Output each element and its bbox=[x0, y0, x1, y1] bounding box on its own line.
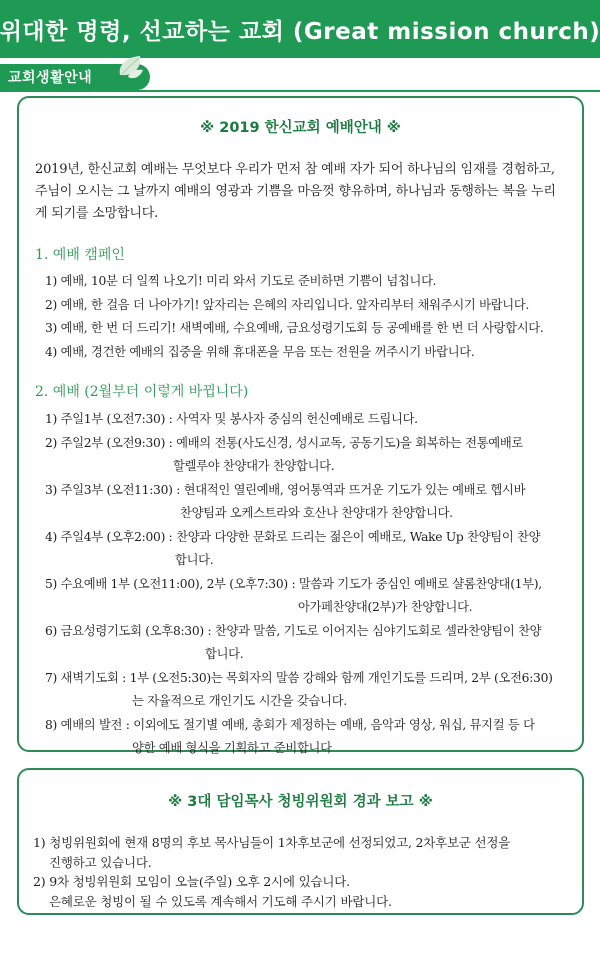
worship-change-text: 7) 새벽기도회 : 1부 (오전5:30)는 목회자의 말씀 강해와 함께 개인기도를 드리며, 2부 (오전6:30) bbox=[45, 670, 553, 685]
committee-item-text: 2) 9차 청빙위원회 모임이 오늘(주일) 오후 2시에 있습니다. bbox=[33, 874, 350, 889]
worship-change-item bbox=[45, 432, 568, 479]
changes-list bbox=[19, 408, 582, 761]
worship-change-continuation: 아가페찬양대(2부)가 찬양합니다. bbox=[298, 600, 473, 614]
committee-item-continuation: 은혜로운 청빙이 될 수 있도록 계속해서 기도해 주시기 바랍니다. bbox=[49, 893, 392, 909]
committee-item-continuation: 진행하고 있습니다. bbox=[49, 854, 152, 870]
worship-change-continuation: 합니다. bbox=[205, 647, 244, 661]
worship-change-text: 1) 주일1부 (오전7:30) : 사역자 및 봉사자 중심의 헌신예배로 드립니다. bbox=[45, 412, 418, 426]
worship-change-continuation: 찬양팀과 오케스트라와 호산나 찬양대가 찬양합니다. bbox=[180, 506, 453, 520]
campaign-item: 3) 예배, 한 번 더 드리기! 새벽예배, 수요예배, 금요성령기도회 등 공예배를 한 번 더 사랑합시다. bbox=[45, 321, 544, 335]
worship-guide-title: ※ 2019 한신교회 예배안내 ※ bbox=[200, 120, 401, 136]
worship-change-item bbox=[45, 667, 568, 714]
section-divider bbox=[0, 90, 600, 92]
worship-change-text: 2) 주일2부 (오전9:30) : 예배의 전통(사도신경, 성시교독, 공동기도)을 회복하는 전통예배로 bbox=[45, 435, 524, 450]
section-tag-label: 교회생활안내 bbox=[8, 70, 93, 86]
worship-change-text: 6) 금요성령기도회 (오후8:30) : 찬양과 말씀, 기도로 이어지는 심야기도회로 셀라찬양팀이 찬양 bbox=[45, 623, 542, 638]
committee-item bbox=[33, 833, 568, 872]
committee-item-text: 1) 청빙위원회에 현재 8명의 후보 목사님들이 1차후보군에 선정되었고, 2차후보군 선정을 bbox=[33, 835, 511, 850]
worship-change-item bbox=[45, 526, 568, 573]
worship-change-item bbox=[45, 714, 568, 761]
worship-change-item bbox=[45, 479, 568, 526]
worship-change-continuation: 는 자율적으로 개인기도 시간을 갖습니다. bbox=[132, 694, 347, 708]
committee-item bbox=[33, 872, 568, 911]
worship-change-continuation: 양한 예배 형식을 기획하고 준비합니다 bbox=[132, 741, 332, 755]
changes-heading: 2. 예배 (2월부터 이렇게 바뀝니다) bbox=[35, 384, 249, 400]
campaign-list bbox=[19, 270, 582, 364]
header-title: 위대한 명령, 선교하는 교회 (Great mission church) bbox=[0, 18, 600, 45]
worship-change-text: 4) 주일4부 (오후2:00) : 찬양과 다양한 문화로 드리는 젊은이 예배로, Wake Up 찬양팀이 찬양 bbox=[45, 529, 541, 544]
worship-change-item bbox=[45, 620, 568, 667]
campaign-item: 2) 예배, 한 걸음 더 나아가기! 앞자리는 은혜의 자리입니다. 앞자리부터 채워주시기 바랍니다. bbox=[45, 297, 530, 312]
worship-guide-box bbox=[17, 96, 584, 755]
campaign-heading: 1. 예배 캠페인 bbox=[35, 247, 125, 263]
worship-change-item bbox=[45, 573, 568, 620]
worship-change-continuation: 할렐루야 찬양대가 찬양합니다. bbox=[173, 459, 335, 473]
campaign-item: 4) 예배, 경건한 예배의 집중을 위해 휴대폰을 무음 또는 전원을 꺼주시기 바랍니다. bbox=[45, 344, 475, 359]
worship-intro: 2019년, 한신교회 예배는 무엇보다 우리가 먼저 참 예배 자가 되어 하나님의 임재를 경험하고, 주님이 오시는 그 날까지 예배의 영광과 기쁨을 마음껏 향유하며, 하나님과 동행하는 복을 누리게 되기를 소망합니다. bbox=[35, 162, 556, 221]
leaf-icon bbox=[116, 53, 146, 81]
worship-change-item bbox=[45, 408, 568, 432]
committee-report-box bbox=[17, 768, 584, 915]
page-header bbox=[0, 0, 600, 58]
committee-list bbox=[33, 833, 568, 911]
committee-report-title: ※ 3대 담임목사 청빙위원회 경과 보고 ※ bbox=[168, 794, 433, 810]
worship-change-continuation: 합니다. bbox=[175, 553, 214, 567]
worship-change-text: 8) 예배의 발전 : 이외에도 절기별 예배, 총회가 제정하는 예배, 음악과 영상, 워십, 뮤지컬 등 다 bbox=[45, 717, 535, 732]
campaign-item: 1) 예배, 10분 더 일찍 나오기! 미리 와서 기도로 준비하면 기쁨이 넘칩니다. bbox=[45, 274, 437, 288]
worship-change-text: 5) 수요예배 1부 (오전11:00), 2부 (오후7:30) : 말씀과 기도가 중심인 예배로 샬롬찬양대(1부), bbox=[45, 576, 542, 591]
worship-change-text: 3) 주일3부 (오전11:30) : 현대적인 열린예배, 영어통역과 뜨거운 기도가 있는 예배로 헵시바 bbox=[45, 482, 526, 497]
